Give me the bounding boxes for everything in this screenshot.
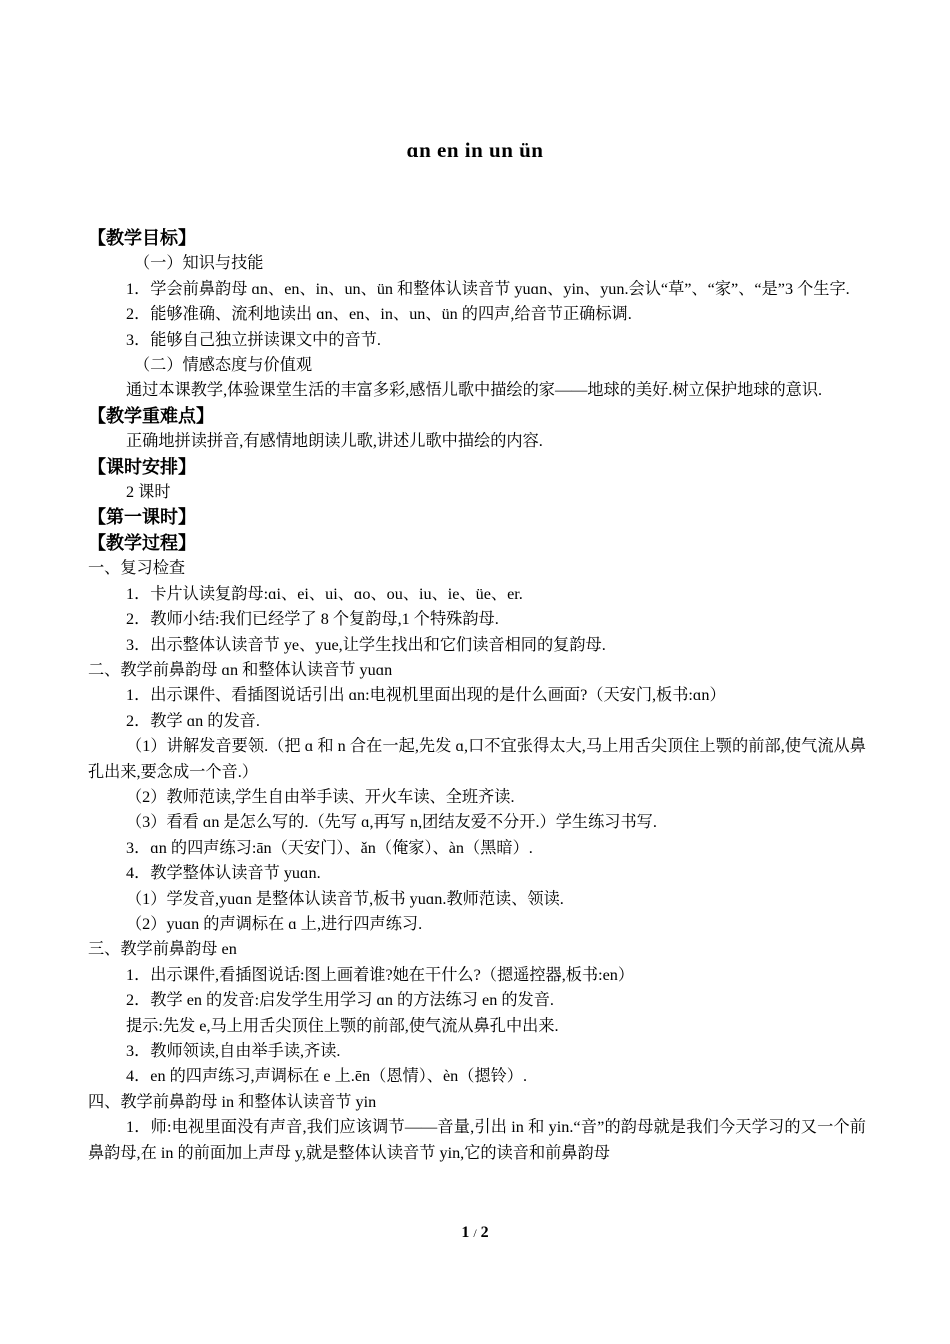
sub-item: （3）看看 ɑn 是怎么写的.（先写 ɑ,再写 n,团结友爱不分开.）学生练习书写. (126, 813, 657, 832)
step-heading: 一、复习检查 (88, 559, 186, 578)
paragraph: 1．师:电视里面没有声音,我们应该调节——音量,引出 in 和 yin.“音”的韵母就是我们今天学习的又一个前鼻韵母,在 in 的前面加上声母 y,就是整体认读音节 yin,它的读音和前鼻韵母 (88, 1118, 866, 1162)
paragraph: 4．en 的四声练习,声调标在 e 上.ēn（恩情）、èn（摁铃）. (126, 1067, 528, 1086)
paragraph: 2．教学 ɑn 的发音. (126, 711, 260, 730)
sub-item: （1）学发音,yuɑn 是整体认读音节,板书 yuɑn.教师范读、领读. (126, 889, 564, 908)
paragraph: 2 课时 (126, 483, 171, 502)
sub-item: （1）讲解发音要领.（把 ɑ 和 n 合在一起,先发 ɑ,口不宜张得太大,马上用舌尖顶住上颚的前部,使气流从鼻孔出来,要念成一个音.） (88, 737, 866, 781)
paragraph: 2．教学 en 的发音:启发学生用学习 ɑn 的方法练习 en 的发音. (126, 991, 554, 1010)
section-heading: 【教学目标】 (88, 228, 196, 248)
paragraph: 3．能够自己独立拼读课文中的音节. (126, 330, 381, 349)
paragraph: 3．教师领读,自由举手读,齐读. (126, 1042, 341, 1060)
paragraph: 1．卡片认读复韵母:ɑi、ei、ui、ɑo、ou、iu、ie、üe、er. (126, 584, 523, 603)
paragraph: 1．出示课件、看插图说话引出 ɑn:电视机里面出现的是什么画面?（天安门,板书:ɑn） (126, 686, 726, 705)
paragraph: 1．学会前鼻韵母 ɑn、en、in、un、ün 和整体认读音节 yuɑn、yin、yun.会认“草”、“家”、“是”3 个生字. (126, 279, 850, 298)
paragraph: 3．ɑn 的四声练习:ān（天安门）、ǎn（俺家）、àn（黑暗）. (126, 838, 533, 857)
paragraph: 2．能够准确、流利地读出 ɑn、en、in、un、ün 的四声,给音节正确标调. (126, 305, 632, 324)
paragraph: 提示:先发 e,马上用舌尖顶住上颚的前部,使气流从鼻孔中出来. (126, 1016, 559, 1035)
sub-item: （2）教师范读,学生自由举手读、开火车读、全班齐读. (126, 787, 515, 806)
step-heading: 二、教学前鼻韵母 ɑn 和整体认读音节 yuɑn (88, 660, 393, 679)
paragraph: 2．教师小结:我们已经学了 8 个复韵母,1 个特殊韵母. (126, 610, 499, 629)
page-number (0, 1224, 950, 1242)
step-heading: 三、教学前鼻韵母 en (88, 940, 237, 959)
document-title: ɑn en in un ün (406, 138, 544, 162)
paragraph: 3．出示整体认读音节 ye、yue,让学生找出和它们读音相同的复韵母. (126, 635, 606, 654)
section-heading: 【课时安排】 (88, 456, 196, 477)
section-heading: 【教学过程】 (88, 532, 196, 553)
total-pages: 2 (480, 1224, 489, 1241)
paragraph: 通过本课教学,体验课堂生活的丰富多彩,感悟儿歌中描绘的家——地球的美好.树立保护地球的意识. (126, 381, 823, 400)
paragraph: 4．教学整体认读音节 yuɑn. (126, 864, 321, 883)
current-page: 1 (461, 1224, 470, 1241)
section-heading: 【教学重难点】 (88, 405, 214, 426)
document-body (88, 226, 866, 1166)
subsection-heading: （二）情感态度与价值观 (134, 356, 313, 375)
sub-item: （2）yuɑn 的声调标在 ɑ 上,进行四声练习. (126, 914, 423, 933)
paragraph: 正确地拼读拼音,有感情地朗读儿歌,讲述儿歌中描绘的内容. (126, 432, 543, 451)
page-separator: / (473, 1226, 477, 1240)
step-heading: 四、教学前鼻韵母 in 和整体认读音节 yin (88, 1092, 377, 1111)
subsection-heading: （一）知识与技能 (134, 254, 264, 273)
paragraph: 1．出示课件,看插图说话:图上画着谁?她在干什么?（摁遥控器,板书:en） (126, 965, 635, 984)
section-heading: 【第一课时】 (88, 507, 196, 528)
